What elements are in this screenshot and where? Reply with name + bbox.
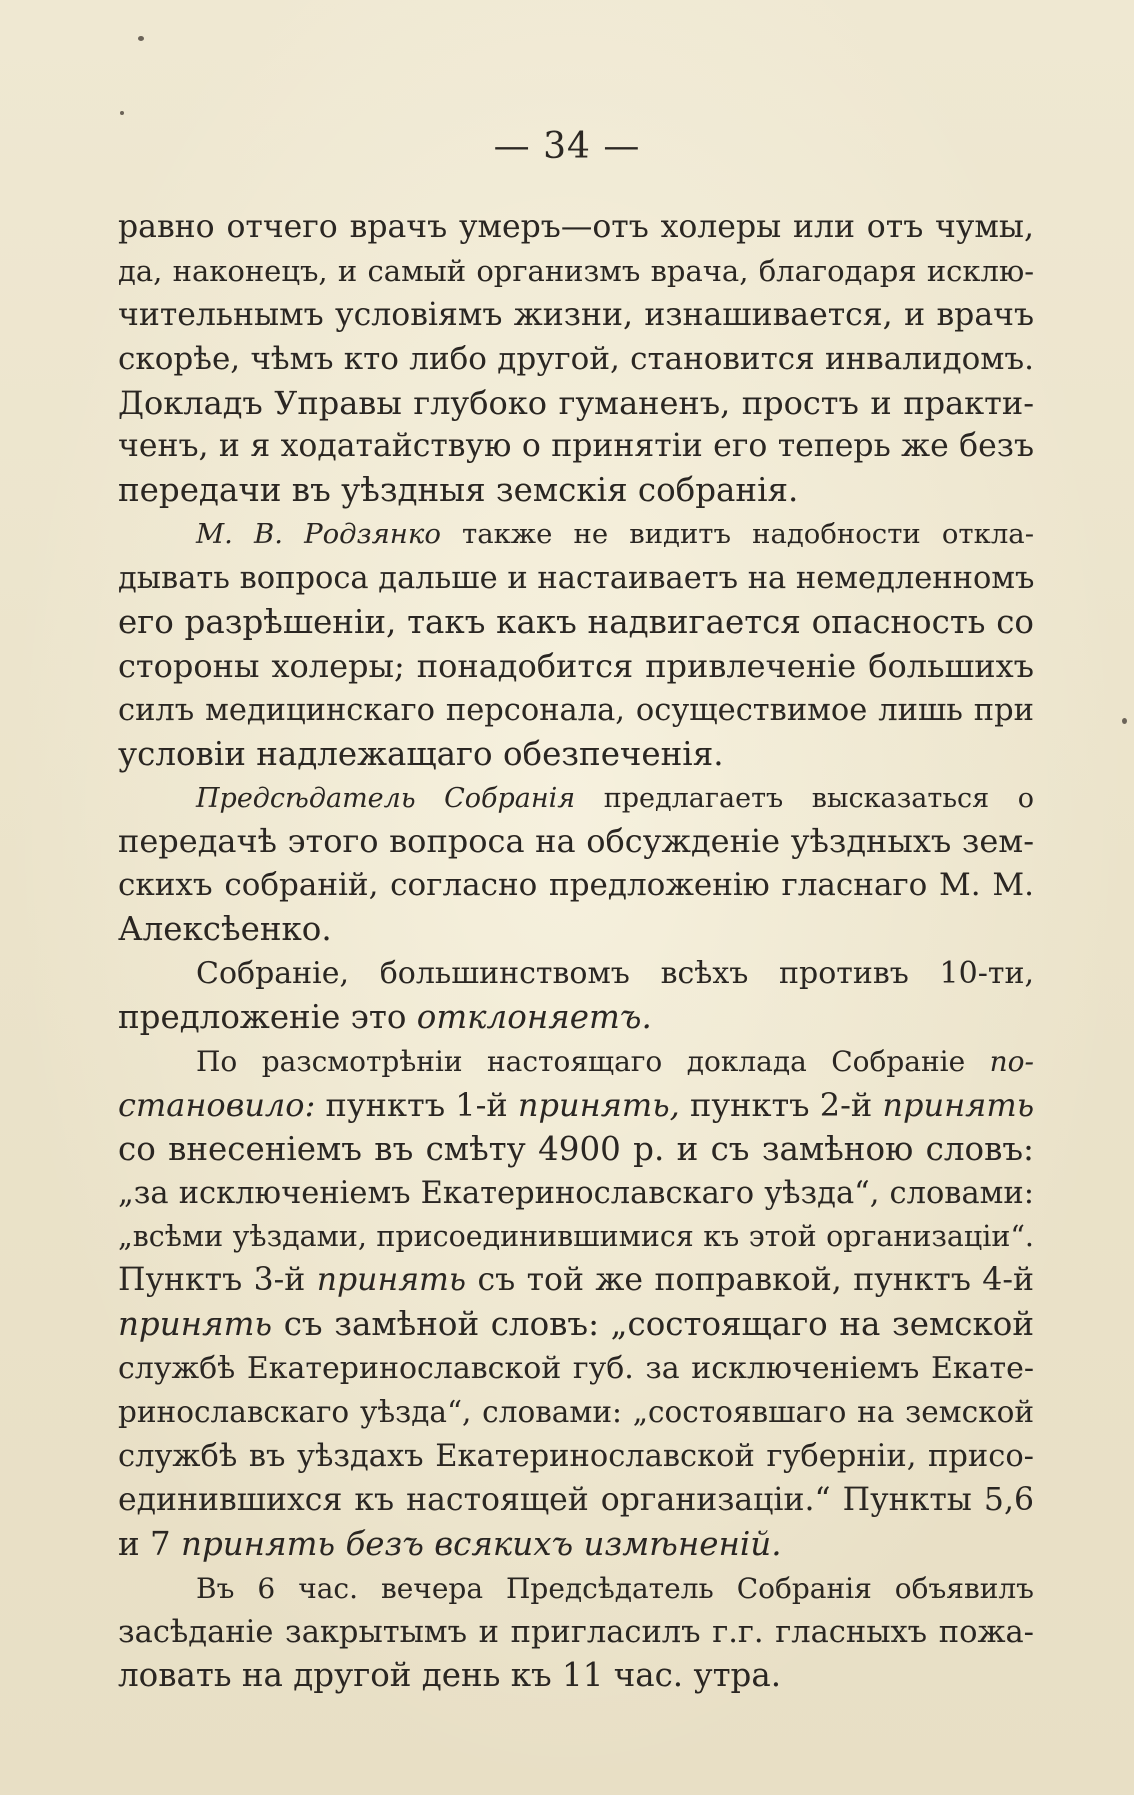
text-run: дывать вопроса дальше и настаиваетъ на немедленномъ	[118, 561, 1035, 597]
text-run: пунктъ 2-й	[679, 1085, 883, 1124]
text-run: скихъ собранiй, согласно предложенiю гласнаго М. М.	[118, 867, 1034, 904]
text-line	[118, 1303, 1034, 1347]
text-line	[118, 1435, 1034, 1479]
italic-text: принять	[882, 1085, 1035, 1124]
text-line	[118, 557, 1034, 601]
text-line	[118, 1259, 1034, 1303]
page-number: — 34 —	[493, 126, 641, 167]
text-run: засѣданiе закрытымъ и пригласилъ г.г. гласныхъ пожа-	[118, 1614, 1034, 1650]
text-run: пунктъ 1-й	[315, 1085, 518, 1124]
page-body-text	[118, 206, 1034, 1698]
text-run: единившихся къ настоящей организацiи.“ Пункты 5,6	[118, 1481, 1034, 1518]
text-run: и 7	[118, 1524, 182, 1563]
text-line	[118, 952, 1034, 996]
text-run: чительнымъ условiямъ жизни, изнашивается, и врачъ	[118, 296, 1034, 333]
text-line	[118, 1128, 1034, 1172]
text-run: предложенiе это	[118, 998, 417, 1037]
text-line	[118, 820, 1034, 864]
text-run: Докладъ Управы глубоко гуманенъ, простъ и практи-	[118, 383, 1034, 422]
text-run: Собранiе, большинствомъ всѣхъ противъ 10-ти,	[196, 956, 1034, 992]
italic-text: по-	[989, 1044, 1034, 1078]
print-speck	[138, 36, 144, 41]
text-line	[118, 1215, 1034, 1259]
text-line	[118, 777, 1034, 821]
text-run: скорѣе, чѣмъ кто либо другой, становится инвалидомъ.	[118, 340, 1034, 377]
italic-text: становило:	[118, 1085, 316, 1124]
text-line	[118, 996, 1034, 1040]
text-line	[118, 250, 1034, 294]
text-line	[118, 864, 1034, 908]
text-run: ринославскаго уѣзда“, словами: „состоявшаго на земской	[118, 1395, 1034, 1430]
text-line	[118, 338, 1034, 382]
text-line	[118, 1084, 1034, 1128]
italic-text: принять безъ всякихъ измѣненiй.	[181, 1524, 782, 1563]
text-line	[118, 645, 1034, 689]
text-line	[118, 1040, 1034, 1084]
text-line	[118, 1391, 1034, 1435]
text-line	[118, 601, 1034, 645]
text-line	[118, 469, 1034, 513]
text-run: службѣ въ уѣздахъ Екатеринославской губернiи, присо-	[118, 1438, 1034, 1474]
text-run: силъ медицинскаго персонала, осуществимое лишь при	[118, 692, 1034, 728]
text-run: стороны холеры; понадобится привлеченiе большихъ	[118, 646, 1034, 685]
text-run: передачѣ этого вопроса на обсужденiе уѣздныхъ зем-	[118, 822, 1034, 861]
text-run: службѣ Екатеринославской губ. за исключенiемъ Екате-	[118, 1351, 1034, 1387]
text-line	[118, 733, 1034, 777]
text-run: да, наконецъ, и самый организмъ врача, благодаря исклю-	[118, 253, 1034, 288]
text-run: Въ 6 час. вечера Предсѣдатель Собранiя объявилъ	[196, 1571, 1034, 1605]
print-speck	[120, 111, 124, 115]
text-run: ченъ, и я ходатайствую о принятiи его теперь же безъ	[118, 428, 1034, 465]
text-run: также не видитъ надобности откла-	[440, 518, 1034, 551]
italic-text: М. В. Родзянко	[196, 518, 441, 551]
text-line	[118, 689, 1034, 733]
text-line	[118, 1172, 1034, 1216]
text-run: его разрѣшенiи, такъ какъ надвигается опасность со	[118, 603, 1034, 642]
text-run: „всѣми уѣздами, присоединившимися къ этой организацiи“.	[118, 1220, 1034, 1254]
text-line	[118, 382, 1034, 426]
text-run: ловать на другой день къ 11 час. утра.	[118, 1656, 782, 1695]
text-run: По разсмотрѣнiи настоящаго доклада Собранiе	[196, 1044, 990, 1078]
text-run: со внесенiемъ въ смѣту 4900 р. и съ замѣною словъ:	[118, 1129, 1034, 1168]
text-line	[118, 513, 1034, 557]
text-line	[118, 1347, 1034, 1391]
text-line	[118, 425, 1034, 469]
italic-text: принять,	[517, 1085, 680, 1124]
print-speck	[1122, 718, 1127, 724]
text-line	[118, 1567, 1034, 1611]
text-line	[118, 1479, 1034, 1523]
text-line	[118, 908, 1034, 952]
text-run: передачи въ уѣздныя земскiя собранiя.	[118, 471, 799, 510]
text-line	[118, 294, 1034, 338]
text-run: Пунктъ 3-й	[118, 1262, 317, 1299]
italic-text: отклоняетъ.	[416, 998, 652, 1037]
italic-text: принять	[118, 1305, 273, 1344]
text-run: „за исключенiемъ Екатеринославскаго уѣзда“, словами:	[118, 1175, 1034, 1211]
text-run: условiи надлежащаго обезпеченiя.	[118, 734, 724, 773]
text-run: Алексѣенко.	[118, 910, 332, 949]
text-run: предлагаетъ высказаться о	[575, 782, 1034, 814]
text-run: равно отчего врачъ умеръ—отъ холеры или отъ чумы,	[118, 209, 1034, 245]
italic-text: Предсѣдатель Собранiя	[196, 782, 576, 814]
text-line	[118, 1523, 1034, 1567]
text-run: съ той же поправкой, пунктъ 4-й	[466, 1262, 1034, 1299]
italic-text: принять	[316, 1262, 467, 1299]
text-line	[118, 206, 1034, 250]
text-line	[118, 1654, 1034, 1698]
text-line	[118, 1611, 1034, 1655]
text-run: съ замѣной словъ: „состоящаго на земской	[272, 1305, 1034, 1344]
